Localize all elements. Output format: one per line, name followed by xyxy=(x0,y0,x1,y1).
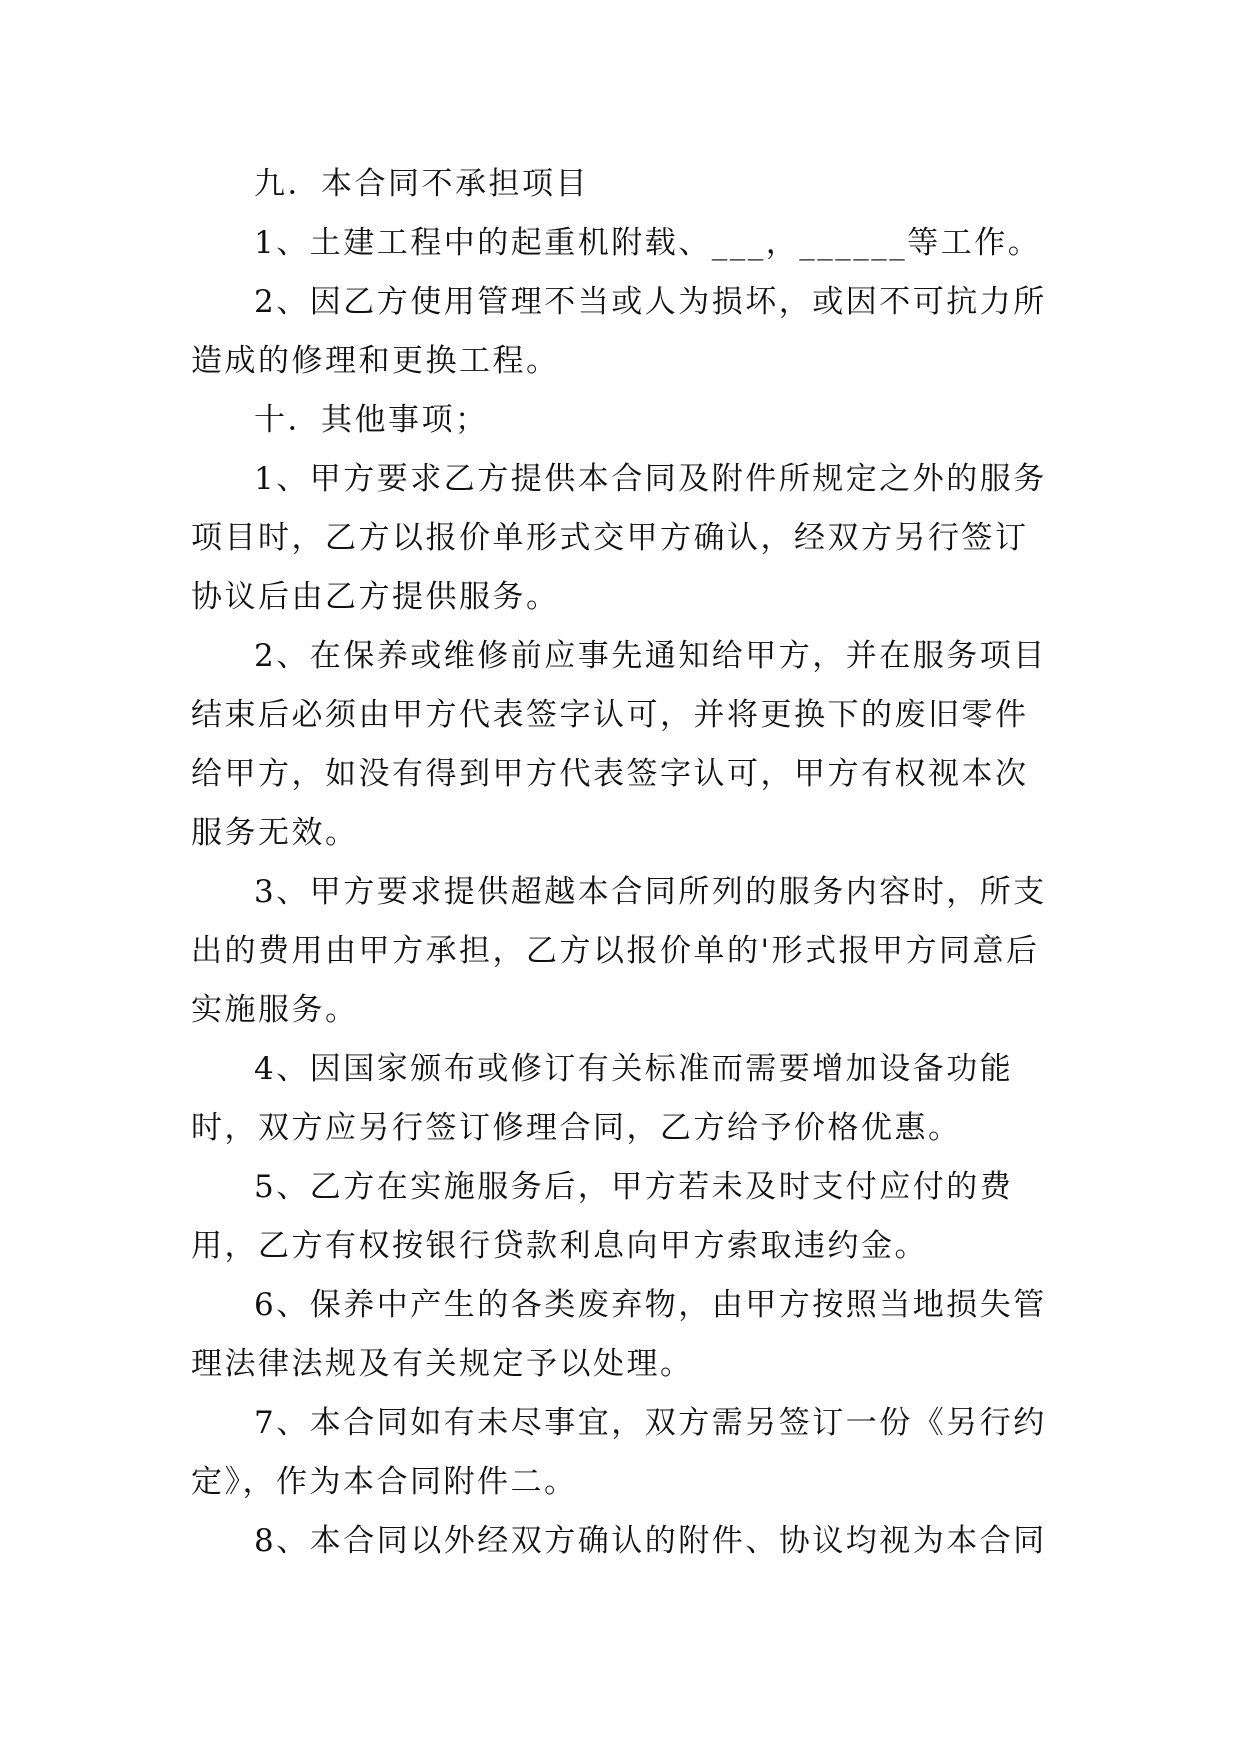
clause-paragraph: 3、甲方要求提供超越本合同所列的服务内容时，所支出的费用由甲方承担，乙方以报价单的'形式报甲方同意后实施服务。 xyxy=(191,874,1047,1028)
section-heading-ten: 十．其他事项； xyxy=(254,402,489,438)
clause-paragraph: 4、因国家颁布或修订有关标准而需要增加设备功能时，双方应另行签订修理合同，乙方给予价格优惠。 xyxy=(191,1051,1014,1146)
document-body xyxy=(191,155,1051,1571)
clause-paragraph: 6、保养中产生的各类废弃物，由甲方按照当地损失管理法律法规及有关规定予以处理。 xyxy=(191,1287,1047,1382)
clause-paragraph: 1、土建工程中的起重机附载、___，______等工作。 xyxy=(254,225,1042,261)
section-heading-nine: 九．本合同不承担项目 xyxy=(254,166,589,202)
clause-paragraph: 2、因乙方使用管理不当或人为损坏，或因不可抗力所造成的修理和更换工程。 xyxy=(191,284,1047,379)
clause-paragraph: 1、甲方要求乙方提供本合同及附件所规定之外的服务项目时，乙方以报价单形式交甲方确认，经双方另行签订协议后由乙方提供服务。 xyxy=(191,461,1047,615)
clause-paragraph: 5、乙方在实施服务后，甲方若未及时支付应付的费用，乙方有权按银行贷款利息向甲方索取违约金。 xyxy=(191,1169,1014,1264)
clause-paragraph: 8、本合同以外经双方确认的附件、协议均视为本合同 xyxy=(254,1523,1047,1559)
clause-paragraph: 2、在保养或维修前应事先通知给甲方，并在服务项目结束后必须由甲方代表签字认可，并将更换下的废旧零件给甲方，如没有得到甲方代表签字认可，甲方有权视本次服务无效。 xyxy=(191,638,1047,851)
clause-paragraph: 7、本合同如有未尽事宜，双方需另签订一份《另行约定》，作为本合同附件二。 xyxy=(191,1405,1047,1500)
